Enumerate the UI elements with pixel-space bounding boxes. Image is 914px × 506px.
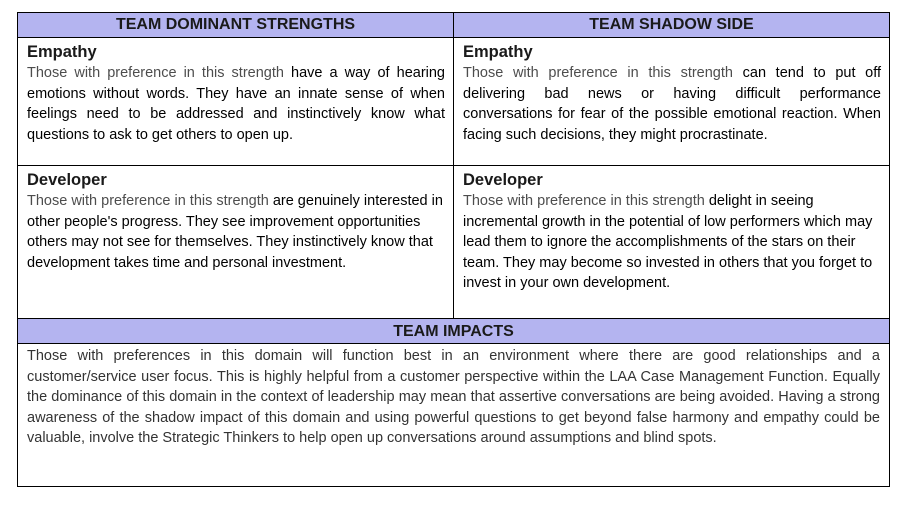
- shadow-description: [463, 191, 881, 294]
- shadow-cell-empathy: [454, 38, 889, 165]
- strength-cell-developer: [18, 166, 454, 318]
- shadow-lead: Those with preference in this strength: [463, 193, 705, 209]
- shadow-description: [463, 63, 881, 145]
- table-row: [18, 166, 889, 319]
- table-row: [18, 38, 889, 166]
- strength-lead: Those with preference in this strength: [27, 193, 269, 209]
- header-shadow-side: TEAM SHADOW SIDE: [589, 16, 754, 33]
- strength-cell-empathy: [18, 38, 454, 165]
- header-team-impacts: TEAM IMPACTS: [18, 319, 889, 344]
- strength-title: Empathy: [27, 43, 97, 61]
- team-impacts-text: Those with preferences in this domain will function best in an environment where there are good relationships and a customer/service user focus. This is highly helpful from a customer perspective within the LAA Case Management Function. Equally the dominance of this domain in the context of leadership may mean that assertive conversations are being avoided. Having a strong awareness of the shadow impact of this domain and using powerful questions to get beyond false harmony and empathy could be valuable, involve the Strategic Thinkers to help open up conversations around assumptions and blind spots.: [27, 348, 880, 446]
- table-header-row: [18, 13, 889, 38]
- strength-description: [27, 191, 445, 273]
- shadow-text: can tend to put off delivering bad news or having difficult performance conversations for fear of the possible emotional reaction. When facing such decisions, they might procrastinate.: [463, 65, 881, 143]
- strength-lead: Those with preference in this strength: [27, 65, 284, 81]
- strength-title: Developer: [27, 171, 107, 189]
- strength-description: [27, 63, 445, 145]
- strength-text: are genuinely interested in other people's progress. They see improvement opportunities others may not see for themselves. They instinctively know that development takes time and personal investment.: [27, 193, 443, 271]
- shadow-title: Empathy: [463, 43, 533, 61]
- shadow-title: Developer: [463, 171, 543, 189]
- strength-text: have a way of hearing emotions without words. They have an innate sense of when feelings need to be addressed and instinctively know what questions to ask to get others to open up.: [27, 65, 446, 143]
- shadow-lead: Those with preference in this strength: [463, 65, 733, 81]
- shadow-cell-developer: [454, 166, 889, 318]
- strengths-table: [17, 12, 890, 487]
- shadow-text: delight in seeing incremental growth in the potential of low performers which may lead them to ignore the accomplishments of the stars on their team. They may become so invested in others that you forget to invest in your own development.: [463, 193, 873, 291]
- header-dominant-strengths: TEAM DOMINANT STRENGTHS: [18, 13, 454, 37]
